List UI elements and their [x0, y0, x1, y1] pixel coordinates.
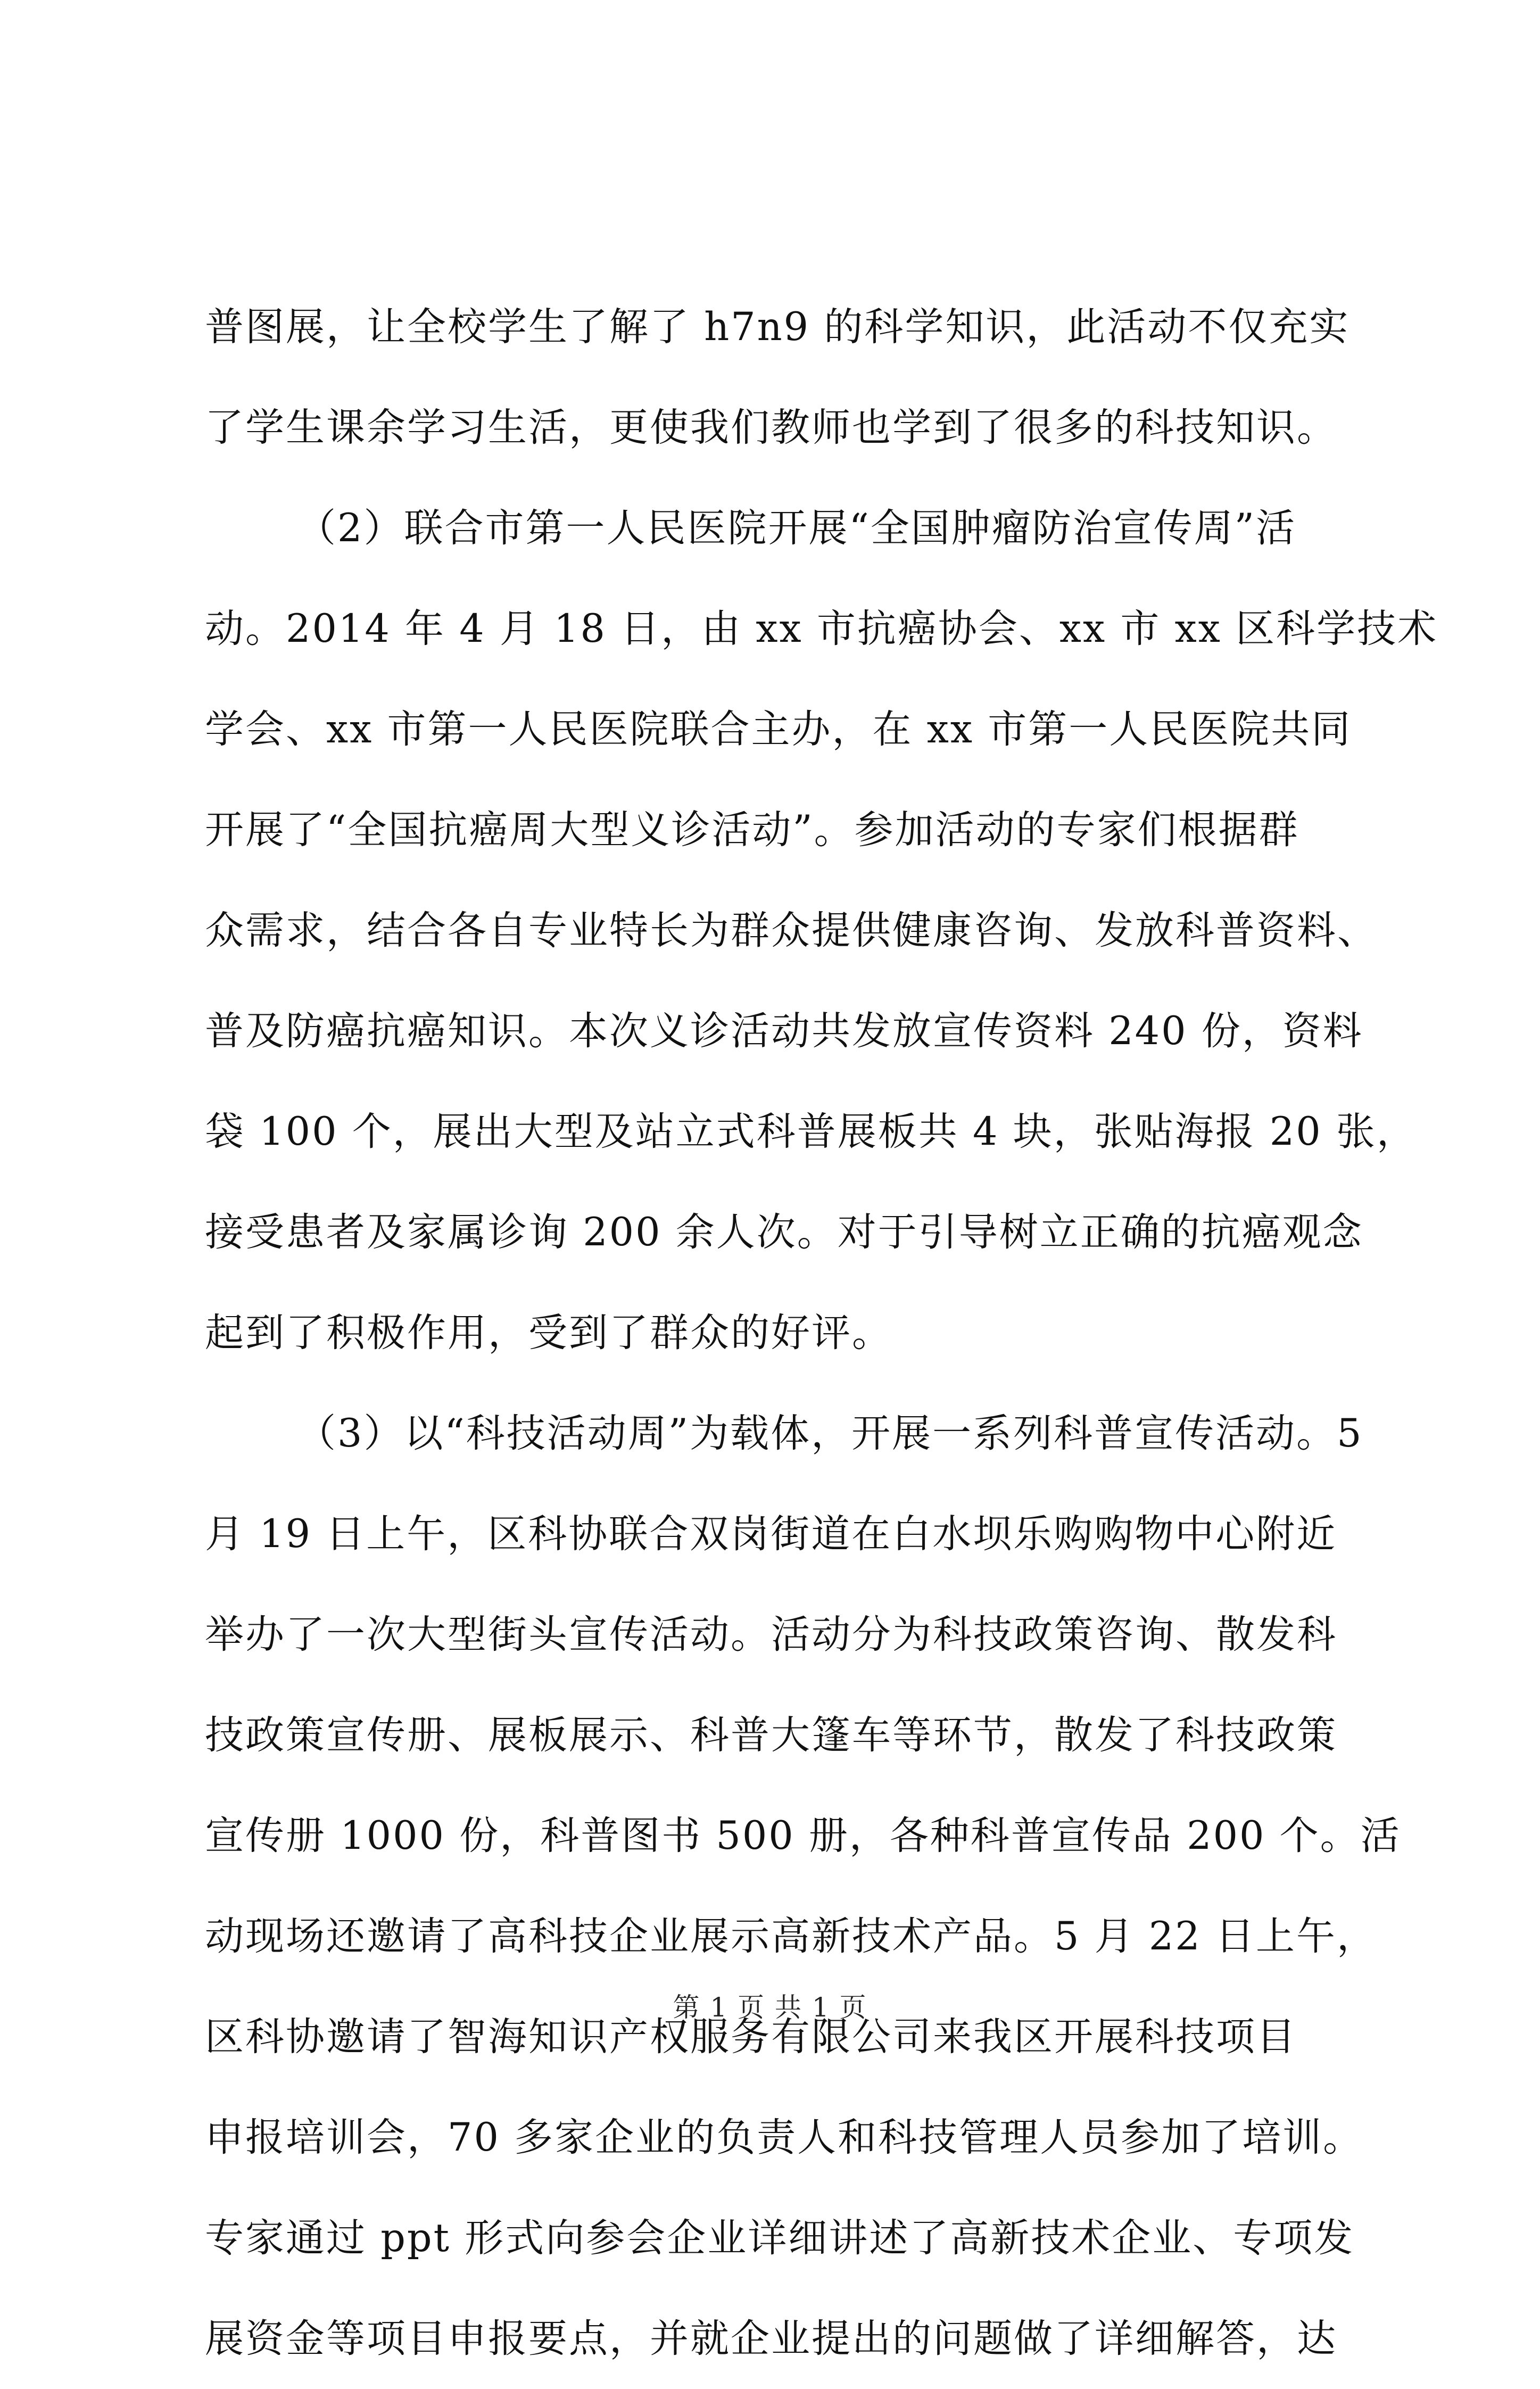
document-body: [205, 277, 1438, 2389]
text-line: 技政策宣传册、展板展示、科普大篷车等环节，散发了科技政策: [205, 1713, 1337, 1758]
text-line: 宣传册 1000 份，科普图书 500 册，各种科普宣传品 200 个。活: [205, 1813, 1401, 1858]
text-line: 开展了“全国抗癌周大型义诊活动”。参加活动的专家们根据群: [205, 807, 1299, 853]
text-line: 月 19 日上午，区科协联合双岗街道在白水坝乐购购物中心附近: [205, 1511, 1337, 1557]
text-line: 众需求，结合各自专业特长为群众提供健康咨询、发放科普资料、: [205, 908, 1378, 953]
text-line: 专家通过 ppt 形式向参会企业详细讲述了高新技术企业、专项发: [205, 2216, 1355, 2261]
text-line: 接受患者及家属诊询 200 余人次。对于引导树立正确的抗癌观念: [205, 1210, 1363, 1255]
text-line: 申报培训会，70 多家企业的负责人和科技管理人员参加了培训。: [205, 2115, 1364, 2160]
text-line: 普及防癌抗癌知识。本次义诊活动共发放宣传资料 240 份，资料: [205, 1008, 1363, 1054]
text-line: 举办了一次大型街头宣传活动。活动分为科技政策咨询、散发科: [205, 1612, 1337, 1657]
text-line: 区科协邀请了智海知识产权服务有限公司来我区开展科技项目: [205, 2014, 1297, 2060]
text-line: 普图展，让全校学生了解了 h7n9 的科学知识，此活动不仅充实: [205, 304, 1350, 350]
text-line: 袋 100 个，展出大型及站立式科普展板共 4 块，张贴海报 20 张，: [205, 1109, 1417, 1154]
text-line: 动现场还邀请了高科技企业展示高新技术产品。5 月 22 日上午，: [205, 1914, 1377, 1959]
text-line: 了学生课余学习生活，更使我们教师也学到了很多的科技知识。: [205, 405, 1337, 450]
text-line: 学会、xx 市第一人民医院联合主办，在 xx 市第一人民医院共同: [205, 707, 1352, 752]
text-line: 展资金等项目申报要点，并就企业提出的问题做了详细解答，达: [205, 2316, 1337, 2361]
paragraph-3-start: （3）以“科技活动周”为载体，开展一系列科普宣传活动。5: [297, 1411, 1363, 1456]
text-line: 起到了积极作用，受到了群众的好评。: [205, 1310, 892, 1355]
text-line: 动。2014 年 4 月 18 日，由 xx 市抗癌协会、xx 市 xx 区科学技术: [205, 606, 1438, 651]
paragraph-2-start: （2）联合市第一人民医院开展“全国肿瘤防治宣传周”活: [297, 506, 1297, 551]
page-footer: 第 1 页 共 1 页: [673, 1992, 867, 2023]
